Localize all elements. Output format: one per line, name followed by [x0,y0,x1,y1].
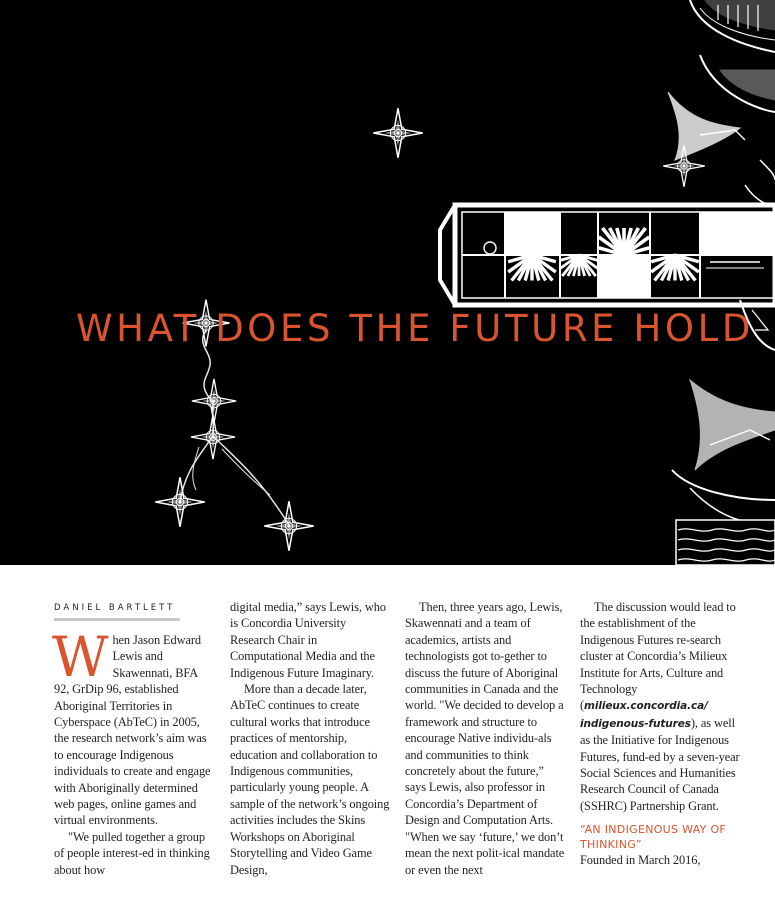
four-point-star-icon [192,379,236,423]
byline-rule [54,618,180,621]
headline: WHAT DOES THE FUTURE HOLD [76,307,754,350]
paragraph: hen Jason Edward Lewis and Skawennati, BFA 92, GrDip 96, established Aboriginal Territories in Cyberspace (AbTeC) in 2005, the research network’s aim was to encourage Indigenous individuals to create and engage with Aboriginally determined web pages, online games and virtual environments. [54,633,211,828]
section-subhead: “AN INDIGENOUS WAY OF THINKING” [580,823,727,852]
drop-cap: W [52,625,109,689]
article-column-1 [52,625,214,878]
paragraph: More than a decade later, AbTeC continues to create cultural works that introduce practices of mentorship, education and collaboration to Indigenous communities, particularly young people. A sample of the network’s ongoing activities includes the Skins Workshops on Aboriginal Storytelling and Video Game Design, [230,682,390,877]
paragraph: Then, three years ago, Lewis, Skawennati and a team of academics, artists and technologists got to-gether to discuss the future of Aboriginal communities in Canada and the world. "We decided to develop a framework and structure to encourage Native individu-als and communities to think concretely about the future,” says Lewis, also professor in Concordia’s Department of Design and Computation Arts. "When we say ‘future,’ we don’t mean the next polit-ical mandate or even the next [405,600,565,877]
paragraph: Founded in March 2016, [580,853,701,868]
paragraph-text: The discussion would lead to the establishment of the Indigenous Futures re-search cluster at Concordia’s Milieux Institute for Arts, Culture and Technology ( [580,600,736,713]
four-point-star-icon [373,108,422,157]
milieux-url-link[interactable]: milieux.concordia.ca/ indigenous-futures [580,700,708,730]
four-point-star-icon [264,501,313,550]
paragraph: "We pulled together a group of people interest-ed in thinking about how [54,829,210,877]
paragraph-text: ), as well as the Initiative for Indigenous Futures, fund-ed by a seven-year Social Sciences and Humanities Research Council of Canada (SSHRC) Partnership Grant. [580,715,740,813]
paragraph [580,599,744,814]
byline: DANIEL BARTLETT [54,603,176,613]
paragraph: digital media,” says Lewis, who is Concordia University Research Chair in Computational Media and the Indigenous Future Imaginary. [230,600,386,680]
article-column-3 [405,599,565,878]
article-column-2 [230,599,390,878]
four-point-star-icon [155,477,204,526]
mechanical-airship-illustration [440,0,775,565]
article-column-4 [580,599,744,869]
constellation-lines [180,330,289,525]
